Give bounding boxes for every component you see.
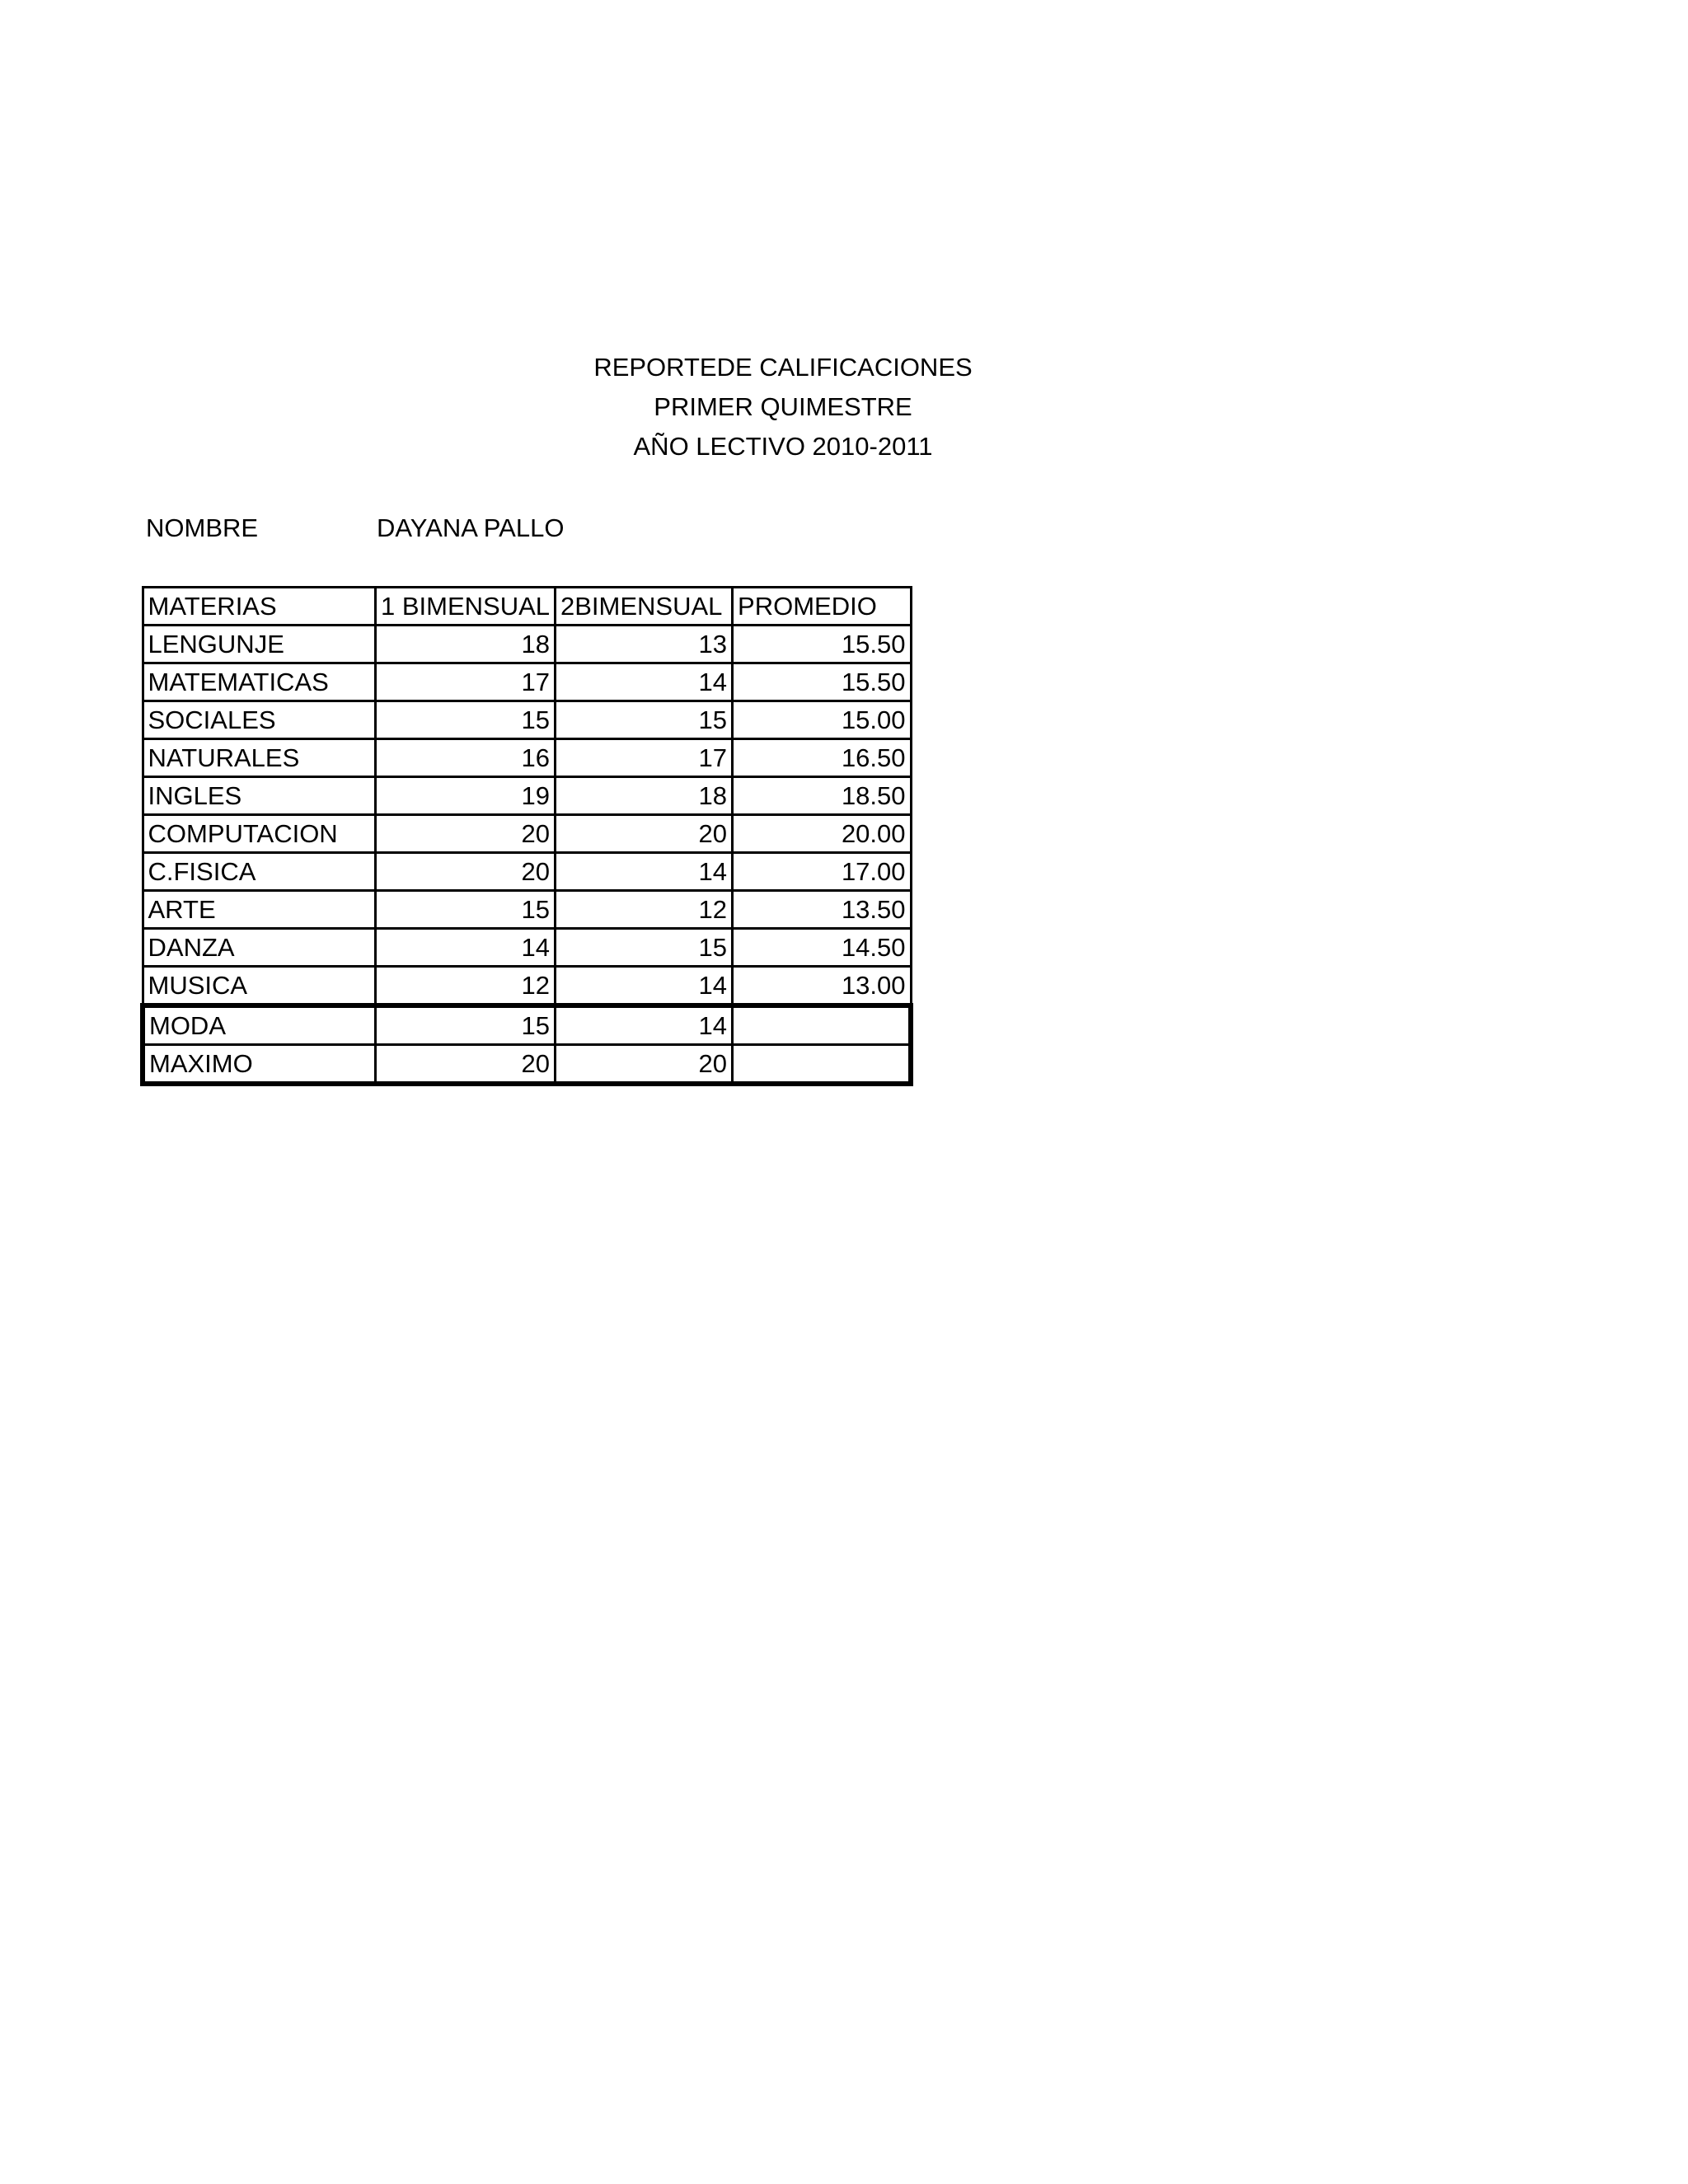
first-term-grade-cell: 15 xyxy=(376,701,556,739)
average-cell: 15.00 xyxy=(733,701,912,739)
table-row xyxy=(143,663,911,701)
first-term-grade-cell: 20 xyxy=(376,815,556,853)
subject-cell: ARTE xyxy=(143,891,376,929)
first-term-grade-cell: 14 xyxy=(376,929,556,967)
table-row xyxy=(143,777,911,815)
first-term-grade-cell: 19 xyxy=(376,777,556,815)
table-row xyxy=(143,891,911,929)
second-term-summary-cell: 14 xyxy=(556,1005,733,1045)
subject-cell: COMPUTACION xyxy=(143,815,376,853)
average-cell: 13.50 xyxy=(733,891,912,929)
second-term-grade-cell: 14 xyxy=(556,663,733,701)
column-header-first-term: 1 BIMENSUAL xyxy=(376,588,556,626)
table-row xyxy=(143,701,911,739)
second-term-grade-cell: 15 xyxy=(556,701,733,739)
summary-row-maximum xyxy=(143,1045,911,1085)
subject-cell: LENGUNJE xyxy=(143,626,376,663)
table-row xyxy=(143,929,911,967)
table-row xyxy=(143,815,911,853)
student-name-label: NOMBRE xyxy=(146,513,259,542)
second-term-summary-cell: 20 xyxy=(556,1045,733,1085)
student-name-value: DAYANA PALLO xyxy=(377,513,565,542)
second-term-grade-cell: 15 xyxy=(556,929,733,967)
second-term-grade-cell: 13 xyxy=(556,626,733,663)
subject-cell: DANZA xyxy=(143,929,376,967)
average-cell: 15.50 xyxy=(733,626,912,663)
summary-row-mode xyxy=(143,1005,911,1045)
second-term-grade-cell: 20 xyxy=(556,815,733,853)
average-cell: 17.00 xyxy=(733,853,912,891)
first-term-grade-cell: 15 xyxy=(376,891,556,929)
first-term-grade-cell: 20 xyxy=(376,853,556,891)
table-row xyxy=(143,853,911,891)
table-row xyxy=(143,967,911,1006)
grades-table xyxy=(140,586,913,1086)
second-term-grade-cell: 12 xyxy=(556,891,733,929)
column-header-second-term: 2BIMENSUAL xyxy=(556,588,733,626)
average-cell: 14.50 xyxy=(733,929,912,967)
table-row xyxy=(143,739,911,777)
column-header-subjects: MATERIAS xyxy=(143,588,376,626)
first-term-grade-cell: 17 xyxy=(376,663,556,701)
average-summary-cell xyxy=(733,1045,912,1085)
report-term: PRIMER QUIMESTRE xyxy=(654,392,912,421)
first-term-summary-cell: 20 xyxy=(376,1045,556,1085)
subject-cell: MATEMATICAS xyxy=(143,663,376,701)
second-term-grade-cell: 17 xyxy=(556,739,733,777)
first-term-grade-cell: 12 xyxy=(376,967,556,1006)
average-cell: 18.50 xyxy=(733,777,912,815)
second-term-grade-cell: 14 xyxy=(556,853,733,891)
subject-cell: SOCIALES xyxy=(143,701,376,739)
first-term-summary-cell: 15 xyxy=(376,1005,556,1045)
first-term-grade-cell: 16 xyxy=(376,739,556,777)
table-row xyxy=(143,626,911,663)
average-cell: 16.50 xyxy=(733,739,912,777)
subject-cell: MUSICA xyxy=(143,967,376,1006)
report-school-year: AÑO LECTIVO 2010-2011 xyxy=(633,432,933,461)
average-cell: 15.50 xyxy=(733,663,912,701)
report-title-block xyxy=(0,348,1566,466)
second-term-grade-cell: 14 xyxy=(556,967,733,1006)
summary-label-cell: MAXIMO xyxy=(143,1045,376,1085)
second-term-grade-cell: 18 xyxy=(556,777,733,815)
subject-cell: NATURALES xyxy=(143,739,376,777)
grades-table-header-row xyxy=(143,588,911,626)
subject-cell: INGLES xyxy=(143,777,376,815)
average-summary-cell xyxy=(733,1005,912,1045)
subject-cell: C.FISICA xyxy=(143,853,376,891)
column-header-average: PROMEDIO xyxy=(733,588,912,626)
average-cell: 13.00 xyxy=(733,967,912,1006)
summary-label-cell: MODA xyxy=(143,1005,376,1045)
report-title: REPORTEDE CALIFICACIONES xyxy=(593,353,973,382)
first-term-grade-cell: 18 xyxy=(376,626,556,663)
average-cell: 20.00 xyxy=(733,815,912,853)
